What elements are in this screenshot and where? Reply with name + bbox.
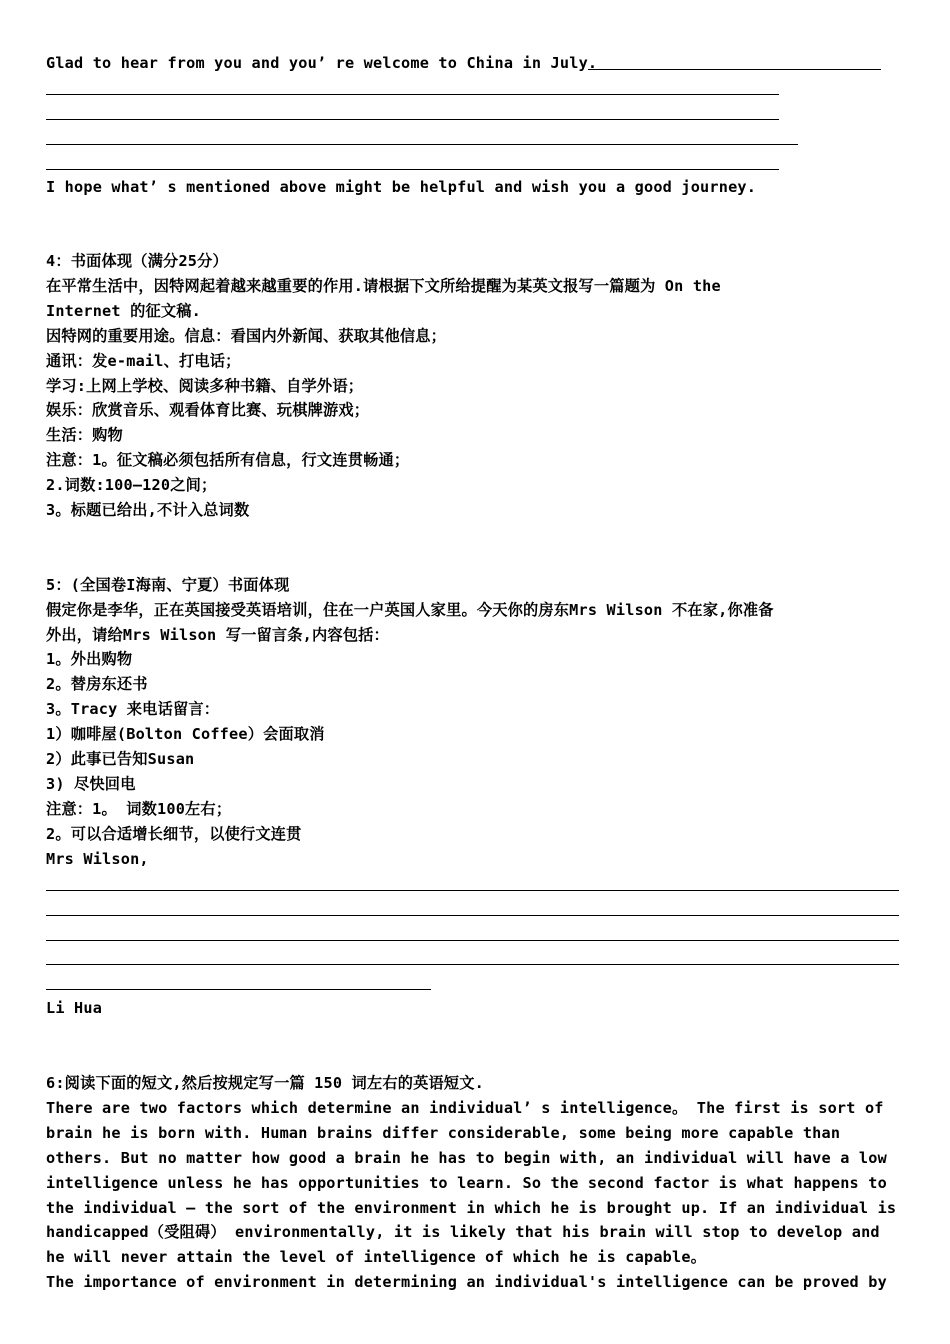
answer-blank-line [46,144,798,145]
q5-point: 3。Tracy 来电话留言： [46,700,220,718]
answer-blank-line [46,169,779,170]
q5-point: 2。替房东还书 [46,675,148,693]
q4-intro: Internet 的征文稿. [46,302,201,320]
q5-title: 5：(全国卷I海南、宁夏）书面体现 [46,576,290,594]
q6-title: 6:阅读下面的短文,然后按规定写一篇 150 词左右的英语短文. [46,1074,485,1092]
answer-blank-line [46,915,899,916]
q6-passage-line: intelligence unless he has opportunities to learn. So the second factor is what happens to [46,1174,887,1192]
answer-blank-line [588,69,881,70]
answer-blank-line [46,940,899,941]
q6-passage-line: handicapped（受阻碍） environmentally, it is likely that his brain will stop to develop and [46,1223,880,1241]
q5-signature: Li Hua [46,999,103,1017]
q5-intro: 外出，请给Mrs Wilson 写一留言条,内容包括： [46,626,389,644]
q5-salutation: Mrs Wilson, [46,850,149,868]
q4-intro: 在平常生活中，因特网起着越来越重要的作用.请根据下文所给提醒为某英文报写一篇题为 On the [46,277,721,295]
answer-blank-line [46,890,899,891]
q6-passage-line: the individual — the sort of the environment in which he is brought up. If an individual is [46,1199,897,1217]
q5-point: 2）此事已告知Susan [46,750,195,768]
q5-note: 2。可以合适增长细节，以使行文连贯 [46,825,302,843]
q4-point: 娱乐：欣赏音乐、观看体育比赛、玩棋牌游戏； [46,401,370,419]
q3-opening-line: Glad to hear from you and you’ re welcome to China in July. [46,54,598,72]
q4-note: 3。标题已给出,不计入总词数 [46,501,250,519]
q6-passage-line: The importance of environment in determining an individual's intelligence can be proved by [46,1273,887,1291]
answer-blank-line [46,119,779,120]
q5-point: 1。外出购物 [46,650,133,668]
q5-point: 3) 尽快回电 [46,775,136,793]
q4-note: 2.词数:100—120之间； [46,476,217,494]
q4-point: 学习:上网上学校、阅读多种书籍、自学外语； [46,377,364,395]
q6-passage-line: brain he is born with. Human brains differ considerable, some being more capable than [46,1124,841,1142]
answer-blank-line [46,989,431,990]
q3-closing-line: I hope what’ s mentioned above might be helpful and wish you a good journey. [46,178,757,196]
answer-blank-line [46,964,899,965]
q4-note: 注意：1。征文稿必须包括所有信息，行文连贯畅通； [46,451,410,469]
q4-point: 通讯：发e-mail、打电话； [46,352,241,370]
q4-point: 因特网的重要用途。信息：看国内外新闻、获取其他信息； [46,327,447,345]
q5-intro: 假定你是李华，正在英国接受英语培训，住在一户英国人家里。今天你的房东Mrs Wilson 不在家,你准备 [46,601,774,619]
q4-point: 生活：购物 [46,426,123,444]
q6-passage-line: others. But no matter how good a brain he has to begin with, an individual will have a low [46,1149,887,1167]
q4-title: 4：书面体现（满分25分） [46,252,228,270]
q6-passage-line: There are two factors which determine an individual’ s intelligence。 The first is sort of [46,1099,884,1117]
answer-blank-line [46,94,779,95]
q5-point: 1）咖啡屋(Bolton Coffee）会面取消 [46,725,325,743]
q5-note: 注意：1。 词数100左右； [46,800,232,818]
q6-passage-line: he will never attain the level of intelligence of which he is capable。 [46,1248,707,1266]
